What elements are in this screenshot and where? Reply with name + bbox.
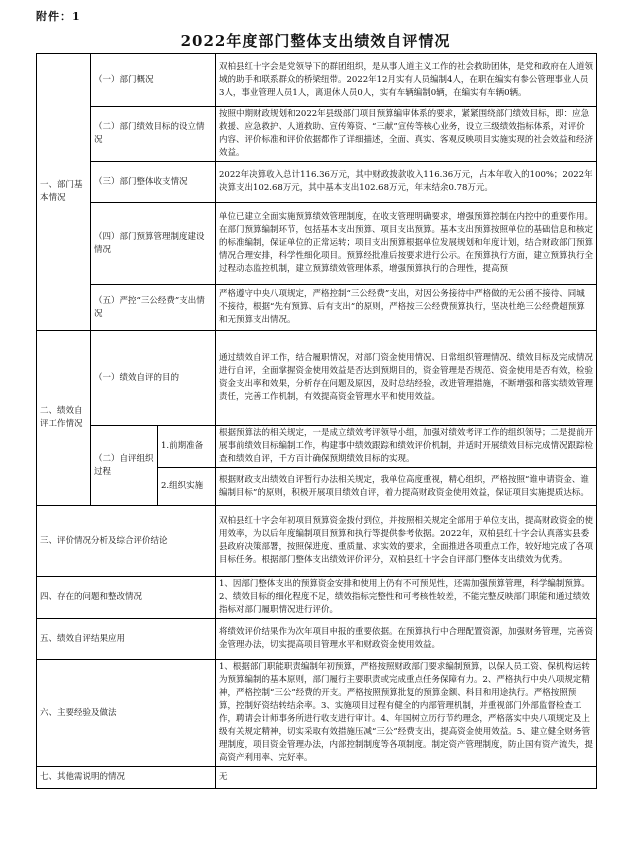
section-3-label: 三、评价情况分析及综合评价结论 xyxy=(37,506,216,577)
section-5-label: 五、绩效自评结果应用 xyxy=(37,619,216,660)
evaluation-table xyxy=(36,53,597,789)
table-row xyxy=(37,660,597,767)
section-1-item-2-text: 按照中期财政规划和2022年县级部门项目预算编审体系的要求，紧紧围绕部门绩效目标，即：应急救援、应急救护、人道救助、宣传筹资、“三献”宣传等核心业务，设立三级绩效指标体系，对评价内容、评价标准和评价依据都作了详细描述，全面、真实、客观反映项目实施实现的社会效益和经济效益。 xyxy=(216,107,597,162)
table-row xyxy=(37,203,597,285)
section-3-text: 双柏县红十字会年初项目预算资金拨付到位，并按照相关规定全部用于单位支出，提高财政资金的使用效率，为以后年度编制项目预算和执行等提供参考依据。2022年，双柏县红十字会认真落实县委县政府决策部署，按照保进度、重质量、求实效的要求，全面推进各项重点工作，较好地完成了各项目标任务。根据部门整体支出绩效评价评分，双柏县红十字会自评部门整体支出绩效为优秀。 xyxy=(216,506,597,577)
section-2-item-2a-label: 1.前期准备 xyxy=(158,426,216,468)
section-2-label: 二、绩效自评工作情况 xyxy=(37,331,91,506)
section-1-item-1-text: 双柏县红十字会是党领导下的群团组织，是从事人道主义工作的社会救助团体，是党和政府在人道领域的助手和联系群众的桥梁纽带。2022年12月实有人员编制4人，在职在编实有参公管理事业人员3人，事业管理人员1人，离退休人员0人，实有车辆编制0辆，在编实有车辆0辆。 xyxy=(216,54,597,107)
section-6-text: 1、根据部门职能职责编制年初预算，严格按照财政部门要求编制预算，以保人员工资、保机构运转为预算编制的基本原则，部门履行主要职责或完成重点任务保障有力。2、严格执行中央八项规定精神，严格控制“三公”经费的开支。严格按照预算批复的预算金额、科目和用途执行。严格按照预算，控制好资结转结余率。3、实施项目过程有健全的内部管理机制，并重视部门外部监督检查工作，聘请会计师事务所进行收支进行审计。4、年国树立历行节约理念，严格落实中央八项规定及上级有关规定精神，切实采取有效措施压减“三公”经费支出，提高资金使用效益。5、建立健全财务管理制度，项目资金管理办法，内部控制制度等各项制度。制定资产管理制度，防止国有资产流失，提高资产利用率、完好率。 xyxy=(216,660,597,767)
table-row xyxy=(37,619,597,660)
section-4-label: 四、存在的问题和整改情况 xyxy=(37,577,216,619)
section-1-item-4-label: （四）部门预算管理制度建设情况 xyxy=(91,203,216,285)
section-1-label: 一、部门基本情况 xyxy=(37,54,91,331)
attachment-label: 附件：1 xyxy=(36,10,81,23)
section-1-item-3-label: （三）部门整体收支情况 xyxy=(91,162,216,203)
section-2-item-1-label: （一）绩效自评的目的 xyxy=(91,331,216,426)
section-2-item-2b-label: 2.组织实施 xyxy=(158,468,216,506)
section-1-item-1-label: （一）部门概况 xyxy=(91,54,216,107)
section-6-label: 六、主要经验及做法 xyxy=(37,660,216,767)
section-1-item-5-label: （五）严控“三公经费”支出情况 xyxy=(91,285,216,331)
section-2-item-2a-text: 根据预算法的相关规定，一是成立绩效考评领导小组，加强对绩效考评工作的组织领导；二是提前开展事前绩效目标编制工作，构建事中绩效跟踪和绩效评价机制，并适时开展绩效目标完成情况跟踪检查和绩效自评，千方百计确保预期绩效目标的实现。 xyxy=(216,426,597,468)
section-4-text: 1、因部门整体支出的预算资金安排和使用上仍有不可预见性，还需加强预算管理，科学编制预算。2、绩效目标的细化程度不足，绩效指标完整性和可考核性较差，不能完整反映部门职能和通过绩效指标对部门履职情况进行评价。 xyxy=(216,577,597,619)
section-5-text: 将绩效评价结果作为次年项目申报的重要依据。在预算执行中合理配置资源，加强财务管理，完善资金管理办法，切实提高项目管理水平和财政资金使用效益。 xyxy=(216,619,597,660)
table-row xyxy=(37,767,597,789)
table-row xyxy=(37,426,597,468)
section-1-item-4-text: 单位已建立全面实施预算绩效管理制度，在收支管理明确要求，增强预算控制在内控中的重要作用。在部门预算编制环节，包括基本支出预算、项目支出预算。基本支出预算按照单位的基础信息和核定的标准编制，保证单位的正常运转；项目支出预算根据单位发展规划和年度计划，结合财政部门预算情况合理安排，科学性细化项目。预算经批准后按要求进行公示。在预算执行方面，建立预算执行全过程动态监控机制，建立预算绩效管理体系，增强预算执行的合理性，提高预 xyxy=(216,203,597,285)
section-1-item-2-label: （二）部门绩效目标的设立情况 xyxy=(91,107,216,162)
section-1-item-5-text: 严格遵守中央八项规定，严格控制“三公经费”支出，对因公务接待中严格做的无公函不接待、同城不接待，根据“先有预算、后有支出”的原则，严格按三公经费预算执行，坚决杜绝三公经费超预算和无预算支出情况。 xyxy=(216,285,597,331)
table-row xyxy=(37,506,597,577)
table-row xyxy=(37,577,597,619)
page-title: 2022年度部门整体支出绩效自评情况 xyxy=(180,32,451,50)
table-row xyxy=(37,54,597,107)
section-7-text: 无 xyxy=(216,767,597,789)
section-2-item-2-label: （二）自评组织过程 xyxy=(91,426,158,506)
table-row xyxy=(37,331,597,426)
table-row xyxy=(37,162,597,203)
table-row xyxy=(37,107,597,162)
section-2-item-1-text: 通过绩效自评工作，结合履职情况，对部门资金使用情况、日常组织管理情况、绩效目标及完成情况进行自评，全面掌握资金使用效益是否达到预期目的，资金管理是否规范、资金使用是否有效，检验资金支出率和效果，分析存在问题及原因，及时总结经验，改进管理措施，不断增强和落实绩效管理责任，完善工作机制，有效提高资金管理水平和使用效益。 xyxy=(216,331,597,426)
section-2-item-2b-text: 根据财政支出绩效自评暂行办法相关规定，我单位高度重视，精心组织，严格按照“谁申请资金、谁编制目标”的原则，积极开展项目绩效自评，着力提高财政资金使用效益，保证项目实施提质达标。 xyxy=(216,468,597,506)
table-row xyxy=(37,285,597,331)
section-7-label: 七、其他需说明的情况 xyxy=(37,767,216,789)
section-1-item-3-text: 2022年决算收入总计116.36万元，其中财政拨款收入116.36万元，占本年收入的100%；2022年决算支出102.68万元，其中基本支出102.68万元，年末结余0.78万元。 xyxy=(216,162,597,203)
